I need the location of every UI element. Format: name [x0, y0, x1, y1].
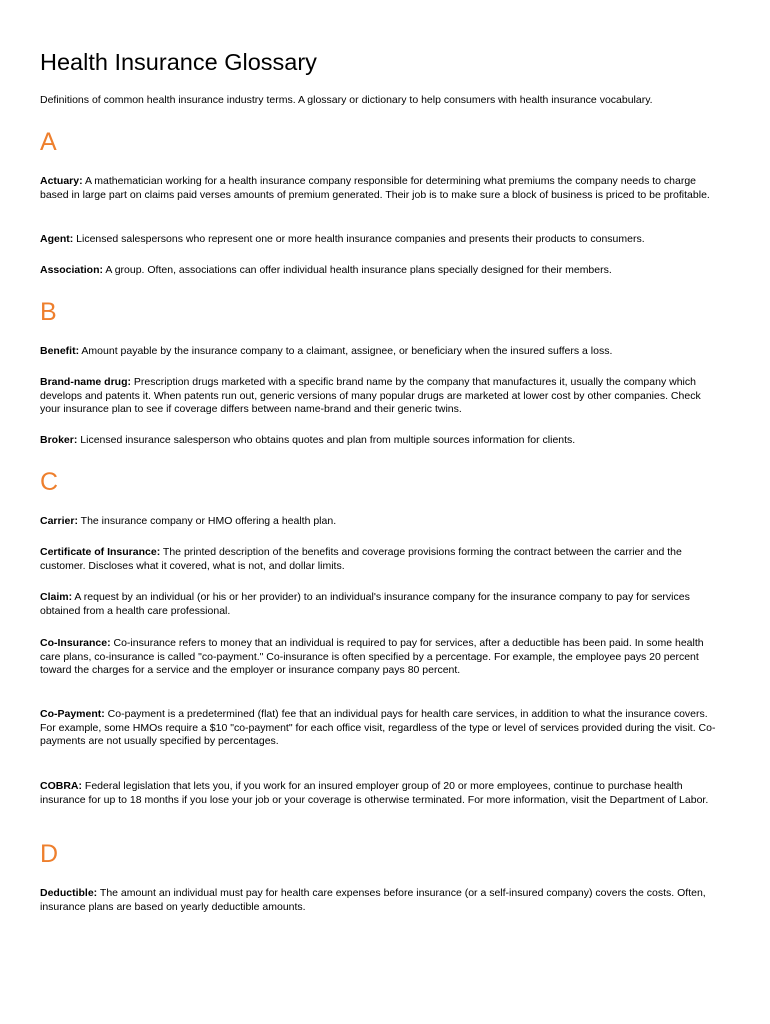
- glossary-entry-cobra: [40, 780, 720, 807]
- section-letter-a: A: [40, 128, 57, 156]
- entry-definition: Co-insurance refers to money that an individual is required to pay for services, after a deductible has been paid. In some health care plans, co-insurance is called "co-payment." Co-insurance is often specified by a percentage. For example, the employee pays 20 percent toward the charges for a service and the employer or insurance company pays 80 percent.: [40, 637, 704, 677]
- glossary-entry-agent: [40, 233, 720, 247]
- entry-term: Brand-name drug:: [40, 376, 132, 388]
- glossary-entry-benefit: [40, 345, 720, 359]
- glossary-entry-claim: [40, 591, 720, 618]
- entry-term: Deductible:: [40, 887, 98, 899]
- section-letter-b: B: [40, 298, 57, 326]
- entry-definition: Licensed salespersons who represent one or more health insurance companies and presents their products to consumers.: [73, 233, 645, 245]
- entry-definition: Amount payable by the insurance company to a claimant, assignee, or beneficiary when the insured suffers a loss.: [79, 345, 613, 357]
- glossary-entry-actuary: [40, 175, 720, 202]
- entry-definition: The amount an individual must pay for health care expenses before insurance (or a self-insured company) covers the costs. Often, insurance plans are based on yearly deductible amounts.: [40, 887, 706, 913]
- intro-text: Definitions of common health insurance industry terms. A glossary or dictionary to help consumers with health insurance vocabulary.: [40, 94, 653, 106]
- entry-definition: A request by an individual (or his or her provider) to an individual's insurance company for the insurance company to pay for services obtained from a health care professional.: [40, 591, 690, 617]
- entry-term: Association:: [40, 264, 104, 276]
- glossary-entry-carrier: [40, 515, 720, 529]
- glossary-entry-co-insurance: [40, 637, 720, 678]
- entry-term: Carrier:: [40, 515, 78, 527]
- entry-definition: A mathematician working for a health insurance company responsible for determining what premiums the company needs to charge based in large part on claims paid verses amounts of premium generated. Their job is to make sure a block of business is priced to be profitable.: [40, 175, 710, 201]
- glossary-entry-association: [40, 264, 720, 278]
- glossary-entry-co-payment: [40, 708, 720, 749]
- glossary-entry-deductible: [40, 887, 720, 914]
- page-title: Health Insurance Glossary: [40, 49, 317, 75]
- entry-term: Actuary:: [40, 175, 83, 187]
- entry-term: Co-Payment:: [40, 708, 105, 720]
- glossary-entry-brand-name-drug: [40, 376, 720, 417]
- section-letter-d: D: [40, 840, 59, 868]
- glossary-entry-certificate-of-insurance: [40, 546, 720, 573]
- entry-term: Broker:: [40, 434, 78, 446]
- entry-term: Co-Insurance:: [40, 637, 111, 649]
- entry-definition: Prescription drugs marketed with a specific brand name by the company that manufactures it, usually the company which develops and patents it. When patents run out, generic versions of many popular drugs are marketed at lower cost by other companies. Check your insurance plan to see if coverage differs between name-brand and their generic twins.: [40, 376, 701, 416]
- entry-definition: The insurance company or HMO offering a health plan.: [77, 515, 337, 527]
- glossary-entry-broker: [40, 434, 720, 448]
- entry-term: Claim:: [40, 591, 73, 603]
- entry-term: COBRA:: [40, 780, 82, 792]
- entry-term: Certificate of Insurance:: [40, 546, 161, 558]
- entry-definition: A group. Often, associations can offer individual health insurance plans specially designed for their members.: [103, 264, 612, 276]
- entry-term: Benefit:: [40, 345, 80, 357]
- entry-term: Agent:: [40, 233, 74, 245]
- section-letter-c: C: [40, 468, 59, 496]
- entry-definition: Licensed insurance salesperson who obtains quotes and plan from multiple sources information for clients.: [77, 434, 576, 446]
- entry-definition: The printed description of the benefits and coverage provisions forming the contract between the carrier and the customer. Discloses what it covered, what is not, and dollar limits.: [40, 546, 682, 572]
- entry-definition: Federal legislation that lets you, if you work for an insured employer group of 20 or more employees, continue to purchase health insurance for up to 18 months if you lose your job or your coverage is otherwise terminated. For more information, visit the Department of Labor.: [40, 780, 709, 806]
- entry-definition: Co-payment is a predetermined (flat) fee that an individual pays for health care services, in addition to what the insurance covers. For example, some HMOs require a $10 "co-payment" for each office visit, regardless of the type or level of services provided during the visit. Co-payments are not usually specified by percentages.: [40, 708, 716, 748]
